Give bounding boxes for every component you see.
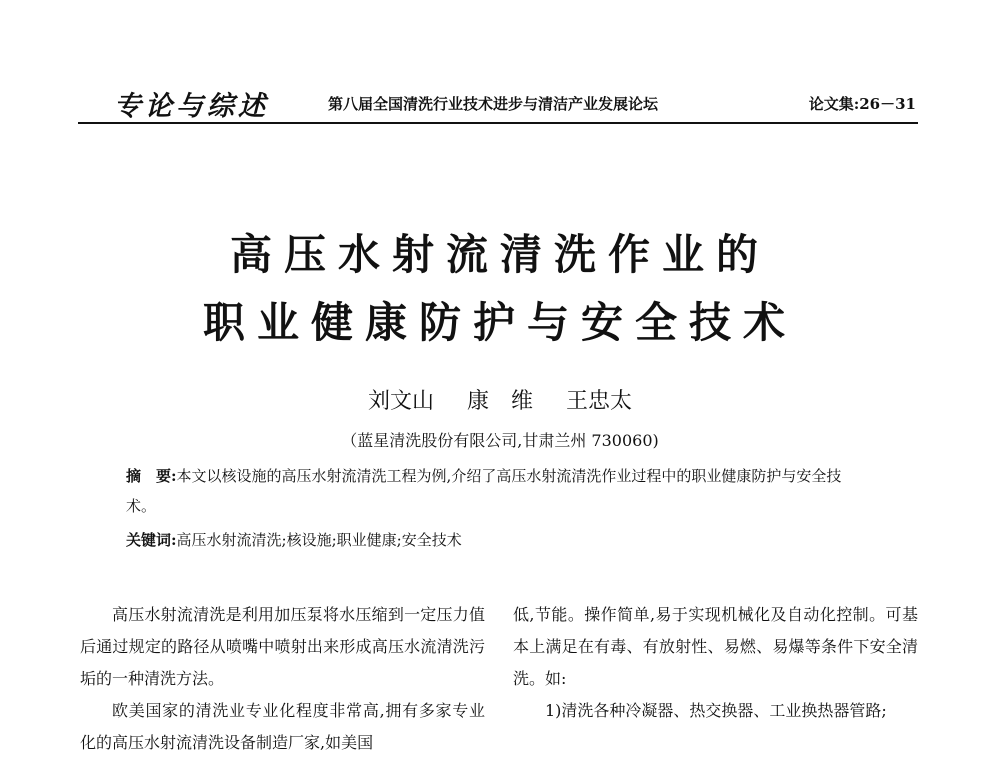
abstract-text: 本文以核设施的高压水射流清洗工程为例,介绍了高压水射流清洗作业过程中的职业健康防护与安全技术。 [126,467,842,515]
list-item: 1)清洗各种冷凝器、热交换器、工业换热器管路; [545,701,887,720]
section-label: 专论与综述 [114,91,269,122]
paragraph: 欧美国家的清洗业专业化程度非常高,拥有多家专业化的高压水射流清洗设备制造厂家,如美国 [80,701,485,752]
body-column-left [80,599,485,759]
author: 王忠太 [566,389,633,414]
paper-title-line-2: 职业健康防护与安全技术 [202,298,797,347]
collection-reference: 论文集:26－31 [808,95,916,113]
paragraph: 低,节能。操作简单,易于实现机械化及自动化控制。可基本上满足在有毒、有放射性、易燃、易爆等条件下安全清洗。如: [513,605,918,688]
keywords-text: 高压水射流清洗;核设施;职业健康;安全技术 [176,531,462,549]
conference-name: 第八届全国清洗行业技术进步与清洁产业发展论坛 [328,95,659,113]
running-header [78,78,918,124]
author: 康 维 [466,389,533,414]
abstract [126,461,866,521]
author-list [0,384,1000,415]
keywords [126,525,866,555]
author: 刘文山 [367,389,434,414]
paragraph: 高压水射流清洗是利用加压泵将水压缩到一定压力值后通过规定的路径从喷嘴中喷射出来形成高压水流清洗污垢的一种清洗方法。 [80,605,485,688]
abstract-label: 摘 要: [126,467,177,485]
paper-title-line-1: 高压水射流清洗作业的 [229,230,770,279]
body-column-right [513,599,918,727]
keywords-label: 关键词: [126,531,177,549]
affiliation: （蓝星清洗股份有限公司,甘肃兰州 730060) [341,431,659,450]
